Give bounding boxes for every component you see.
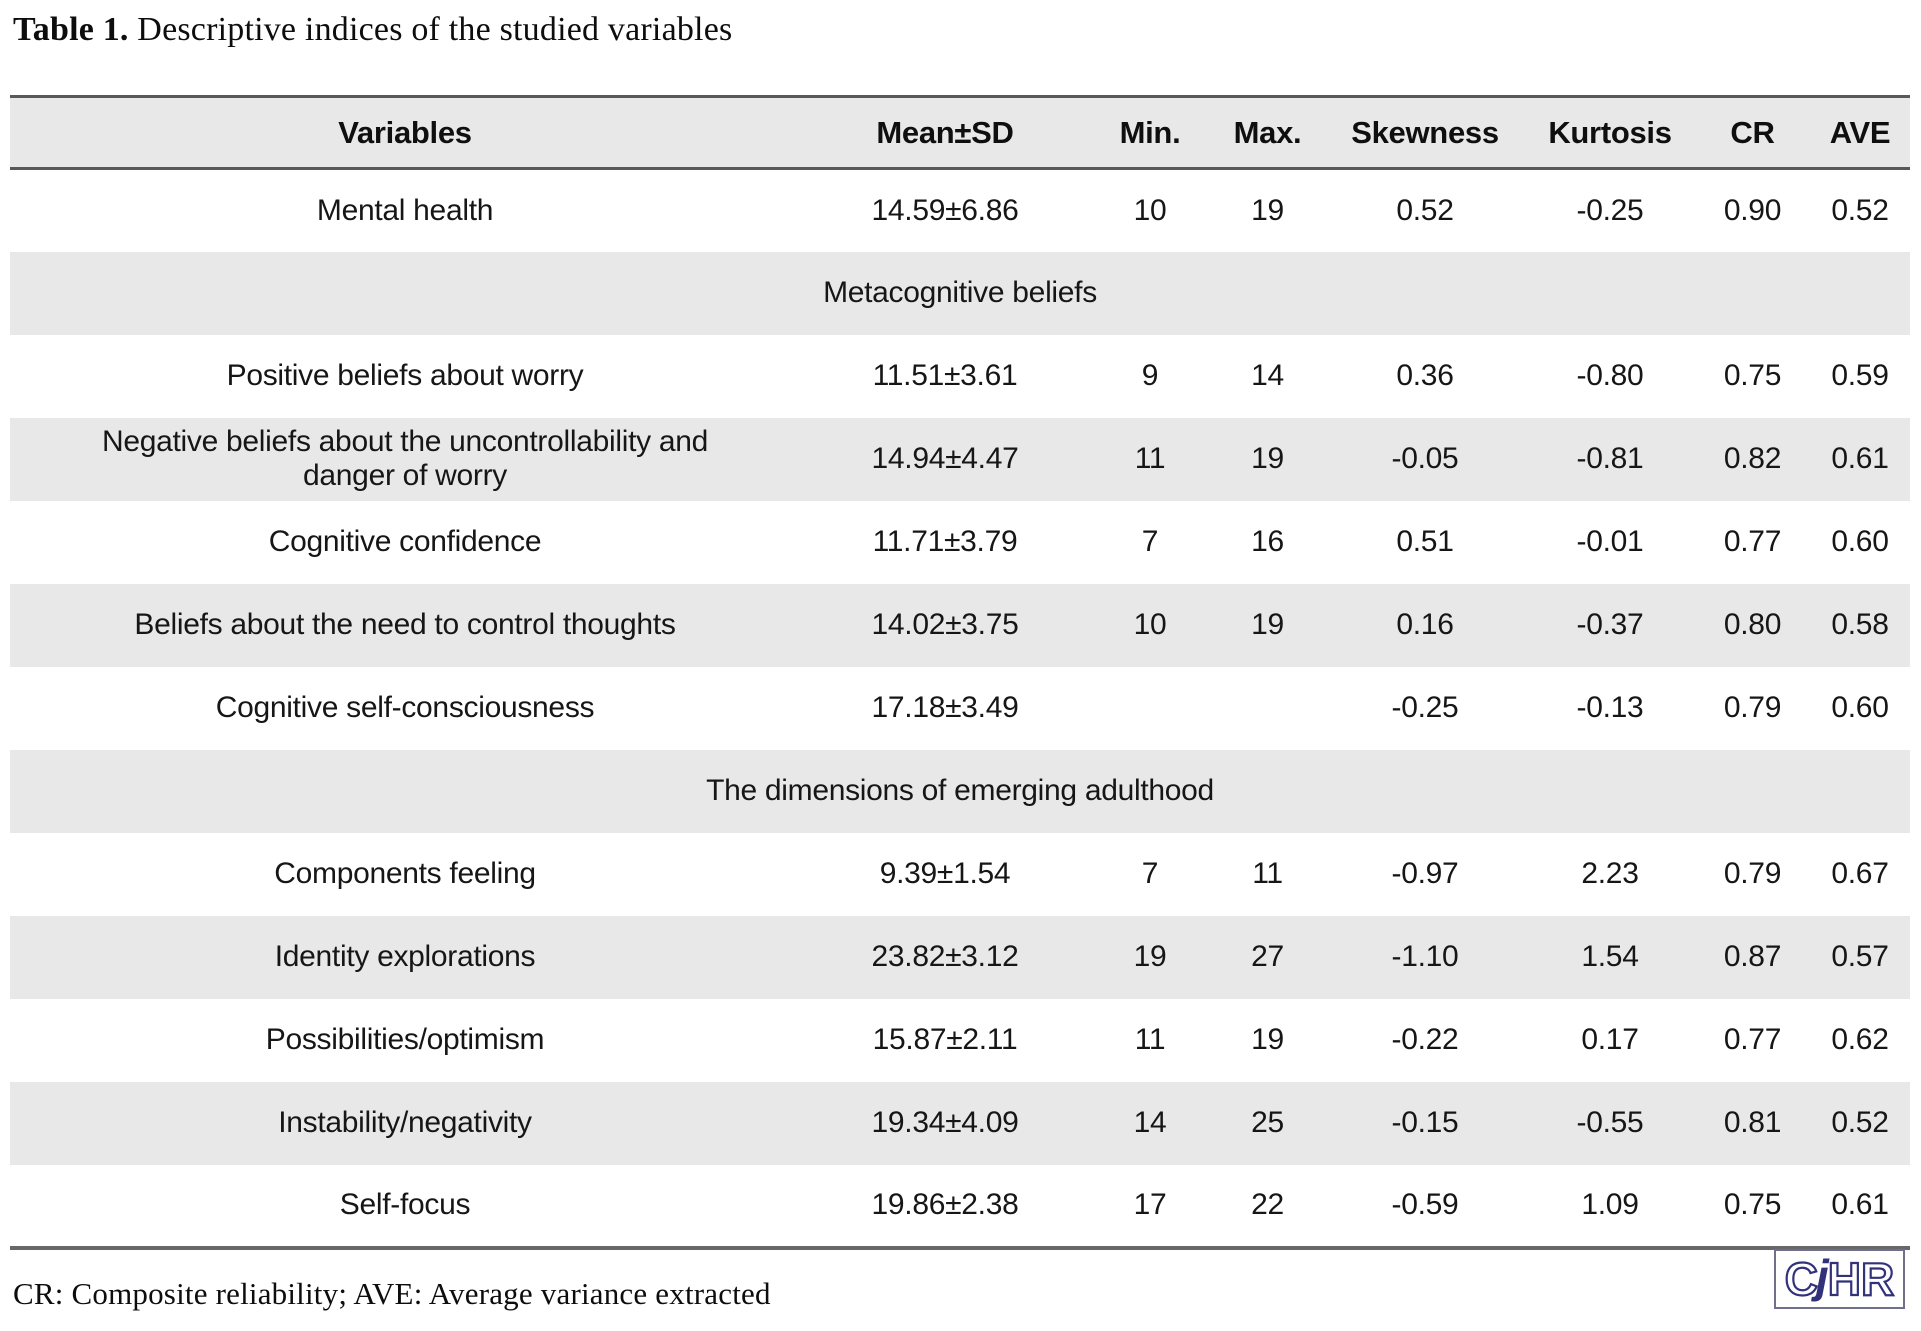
cell-variable bbox=[10, 418, 800, 501]
cell-cr: 0.82 bbox=[1723, 441, 1782, 475]
cell-min: 14 bbox=[1133, 1105, 1167, 1139]
col-header-ave: AVE bbox=[1829, 114, 1891, 150]
cell-mean-sd: 17.18±3.49 bbox=[871, 690, 1019, 724]
cell-kurtosis: -0.25 bbox=[1576, 193, 1644, 227]
cell-variable bbox=[10, 916, 800, 999]
cell-mean-sd: 23.82±3.12 bbox=[871, 939, 1019, 973]
cell-mean-sd: 19.34±4.09 bbox=[871, 1105, 1019, 1139]
cell-cr: 0.80 bbox=[1723, 607, 1782, 641]
cell-ave: 0.59 bbox=[1831, 358, 1889, 392]
col-header-kurtosis: Kurtosis bbox=[1548, 114, 1672, 150]
cell-max: 22 bbox=[1251, 1187, 1284, 1221]
cell-cr: 0.75 bbox=[1723, 1187, 1782, 1221]
cell-cr: 0.90 bbox=[1723, 193, 1782, 227]
col-header-cr: CR bbox=[1730, 114, 1775, 150]
table-row bbox=[10, 916, 1910, 999]
table-row bbox=[10, 501, 1910, 584]
cell-cr: 0.87 bbox=[1723, 939, 1782, 973]
cell-kurtosis: -0.01 bbox=[1576, 524, 1644, 558]
cell-kurtosis: 2.23 bbox=[1581, 856, 1639, 890]
cell-min: 7 bbox=[1141, 524, 1159, 558]
cell-cr: 0.77 bbox=[1723, 1022, 1782, 1056]
cell-ave: 0.58 bbox=[1831, 607, 1889, 641]
cell-max: 25 bbox=[1251, 1105, 1284, 1139]
col-header-skewness: Skewness bbox=[1351, 114, 1499, 150]
cell-min: 9 bbox=[1141, 358, 1159, 392]
cell-kurtosis: -0.13 bbox=[1576, 690, 1644, 724]
variable-label: Components feeling bbox=[274, 856, 536, 890]
cell-max: 19 bbox=[1251, 193, 1284, 227]
cell-kurtosis: -0.55 bbox=[1576, 1105, 1644, 1139]
section-label: Metacognitive beliefs bbox=[823, 275, 1097, 309]
cell-mean-sd: 14.59±6.86 bbox=[871, 193, 1019, 227]
variable-label: Identity explorations bbox=[274, 939, 536, 973]
cell-ave: 0.60 bbox=[1831, 690, 1889, 724]
cell-ave: 0.60 bbox=[1831, 524, 1889, 558]
cell-max: 19 bbox=[1251, 607, 1284, 641]
cjhr-journal-logo bbox=[1774, 1249, 1905, 1309]
table-row bbox=[10, 1082, 1910, 1165]
cell-min: 7 bbox=[1141, 856, 1159, 890]
cell-min: 11 bbox=[1134, 441, 1166, 475]
section-row bbox=[10, 252, 1910, 335]
cell-variable bbox=[10, 667, 800, 750]
table-caption bbox=[13, 10, 732, 51]
cell-skewness: -0.05 bbox=[1391, 441, 1459, 475]
col-header-max: Max. bbox=[1233, 114, 1302, 150]
section-label: The dimensions of emerging adulthood bbox=[706, 773, 1214, 807]
table-caption-text: Descriptive indices of the studied variables bbox=[128, 11, 733, 48]
cell-variable bbox=[10, 999, 800, 1082]
table-row bbox=[10, 1165, 1910, 1248]
table-number-label: Table 1. bbox=[13, 11, 129, 48]
logo-letter-j: j bbox=[1815, 1250, 1829, 1302]
cell-ave: 0.52 bbox=[1831, 1105, 1889, 1139]
variable-label: Beliefs about the need to control thoughts bbox=[134, 607, 676, 641]
cell-cr: 0.81 bbox=[1723, 1105, 1782, 1139]
cell-mean-sd: 15.87±2.11 bbox=[872, 1022, 1018, 1056]
cell-min: 19 bbox=[1133, 939, 1167, 973]
cell-skewness: 0.16 bbox=[1396, 607, 1454, 641]
cell-kurtosis: -0.80 bbox=[1576, 358, 1644, 392]
cell-min bbox=[1090, 667, 1210, 750]
cell-min: 11 bbox=[1134, 1022, 1166, 1056]
col-header-variables: Variables bbox=[338, 114, 472, 150]
cell-variable bbox=[10, 335, 800, 418]
cell-skewness: 0.36 bbox=[1396, 358, 1454, 392]
cell-ave: 0.61 bbox=[1831, 1187, 1889, 1221]
cell-ave: 0.52 bbox=[1831, 193, 1889, 227]
table-row bbox=[10, 169, 1910, 252]
cell-mean-sd: 14.02±3.75 bbox=[871, 607, 1019, 641]
cell-skewness: -0.15 bbox=[1391, 1105, 1459, 1139]
cell-skewness: -0.25 bbox=[1391, 690, 1459, 724]
cell-max: 19 bbox=[1251, 1022, 1284, 1056]
variable-label: Cognitive confidence bbox=[268, 524, 542, 558]
cell-cr: 0.79 bbox=[1723, 856, 1782, 890]
cell-mean-sd: 19.86±2.38 bbox=[871, 1187, 1019, 1221]
header-row bbox=[10, 97, 1910, 169]
col-header-mean-sd: Mean±SD bbox=[876, 114, 1014, 150]
cell-max: 14 bbox=[1251, 358, 1284, 392]
cell-min: 10 bbox=[1133, 193, 1167, 227]
cell-max: 19 bbox=[1251, 441, 1284, 475]
variable-label: Self-focus bbox=[339, 1187, 471, 1221]
cell-variable bbox=[10, 1082, 800, 1165]
cell-cr: 0.75 bbox=[1723, 358, 1782, 392]
col-header-min: Min. bbox=[1119, 114, 1181, 150]
variable-label: Cognitive self-consciousness bbox=[215, 690, 595, 724]
logo-letter-h: H bbox=[1827, 1253, 1861, 1305]
cell-min: 10 bbox=[1133, 607, 1167, 641]
logo-letter-r: R bbox=[1861, 1253, 1895, 1305]
cell-cr: 0.79 bbox=[1723, 690, 1782, 724]
variable-label: Positive beliefs about worry bbox=[226, 358, 584, 392]
cell-skewness: -0.22 bbox=[1391, 1022, 1459, 1056]
cell-mean-sd: 14.94±4.47 bbox=[871, 441, 1019, 475]
cell-kurtosis: -0.37 bbox=[1576, 607, 1644, 641]
cell-variable bbox=[10, 584, 800, 667]
cell-kurtosis: -0.81 bbox=[1576, 441, 1644, 475]
variable-label: Mental health bbox=[316, 193, 494, 227]
cell-variable bbox=[10, 833, 800, 916]
table-row bbox=[10, 833, 1910, 916]
variable-label: Negative beliefs about the uncontrollability and danger of worry bbox=[101, 424, 708, 492]
table-row bbox=[10, 999, 1910, 1082]
variable-label: Possibilities/optimism bbox=[265, 1022, 545, 1056]
cell-max: 27 bbox=[1251, 939, 1284, 973]
table-row bbox=[10, 418, 1910, 501]
cell-kurtosis: 0.17 bbox=[1581, 1022, 1639, 1056]
cell-kurtosis: 1.09 bbox=[1581, 1187, 1639, 1221]
cell-skewness: -1.10 bbox=[1391, 939, 1459, 973]
table-row bbox=[10, 667, 1910, 750]
cell-ave: 0.62 bbox=[1831, 1022, 1889, 1056]
cell-mean-sd: 9.39±1.54 bbox=[879, 856, 1011, 890]
cell-max: 16 bbox=[1251, 524, 1284, 558]
cell-mean-sd: 11.71±3.79 bbox=[872, 524, 1018, 558]
cell-kurtosis: 1.54 bbox=[1581, 939, 1639, 973]
descriptive-indices-table bbox=[10, 95, 1910, 1250]
cell-max bbox=[1210, 667, 1325, 750]
cell-skewness: 0.52 bbox=[1396, 193, 1454, 227]
cell-variable bbox=[10, 169, 800, 252]
table-row bbox=[10, 584, 1910, 667]
section-row bbox=[10, 750, 1910, 833]
cell-ave: 0.61 bbox=[1831, 441, 1889, 475]
table-row bbox=[10, 335, 1910, 418]
cell-cr: 0.77 bbox=[1723, 524, 1782, 558]
table-footnote: CR: Composite reliability; AVE: Average variance extracted bbox=[13, 1276, 771, 1311]
variable-label: Instability/negativity bbox=[278, 1105, 532, 1139]
cell-mean-sd: 11.51±3.61 bbox=[872, 358, 1018, 392]
logo-letter-c: C bbox=[1784, 1253, 1818, 1305]
cell-variable bbox=[10, 1165, 800, 1248]
cell-ave: 0.67 bbox=[1831, 856, 1889, 890]
cell-max: 11 bbox=[1252, 856, 1283, 890]
cell-skewness: -0.59 bbox=[1391, 1187, 1459, 1221]
cell-variable bbox=[10, 501, 800, 584]
cell-ave: 0.57 bbox=[1831, 939, 1889, 973]
cell-skewness: -0.97 bbox=[1391, 856, 1459, 890]
cell-skewness: 0.51 bbox=[1396, 524, 1454, 558]
cell-min: 17 bbox=[1133, 1187, 1167, 1221]
